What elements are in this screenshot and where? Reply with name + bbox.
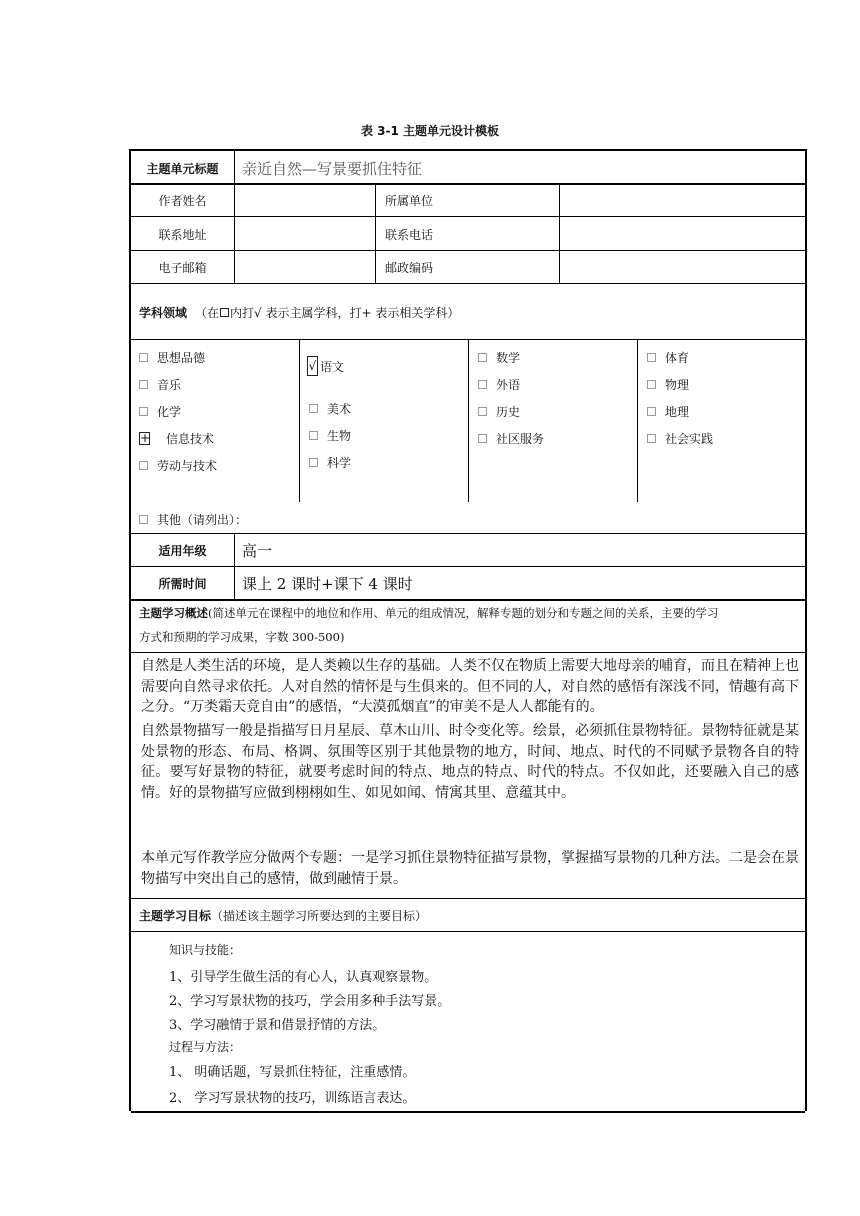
checkbox-icon [478, 407, 487, 416]
checkmark-icon: √ [307, 356, 318, 376]
subject-art[interactable]: 美术 [309, 400, 351, 417]
col-divider [559, 183, 560, 283]
subject-area-title [139, 285, 799, 339]
phone-label: 联系电话 [385, 227, 434, 242]
checkbox-icon [139, 380, 148, 389]
email-label: 电子邮箱 [158, 261, 207, 275]
phone-value [567, 218, 803, 250]
row-divider [131, 652, 805, 653]
col-divider [299, 339, 300, 502]
subject-geography[interactable]: 地理 [647, 403, 689, 420]
subject-ideology[interactable]: 思想品德 [139, 349, 205, 366]
overview-header [139, 601, 799, 649]
grade-value: 高一 [242, 541, 273, 560]
checkbox-icon [478, 380, 487, 389]
checkbox-icon [647, 407, 656, 416]
col-divider [375, 183, 376, 283]
subject-foreign-language[interactable]: 外语 [478, 376, 520, 393]
knowledge-title: 知识与技能： [169, 943, 242, 957]
author-value [241, 185, 371, 216]
subject-it[interactable]: + 信息技术 [140, 431, 215, 446]
col-divider [234, 151, 235, 283]
row-divider [131, 250, 805, 251]
checkbox-icon [139, 353, 148, 362]
subject-community-service[interactable]: 社区服务 [478, 430, 544, 447]
email-value [241, 252, 371, 283]
subject-other[interactable]: 其他（请列出）： [139, 511, 247, 528]
template-table [129, 149, 807, 1111]
overview-desc-cont: 方式和预期的学习成果，字数 300-500) [139, 630, 345, 644]
plus-check-icon: + [140, 431, 151, 445]
overview-paragraph: 自然是人类生活的环境，是人类赖以生存的基础。人类不仅在物质上需要大地母亲的哺育，而且在精神上也需要向自然寻求依托。人对自然的情怀是与生俱来的。但不同的人，对自然的感悟有深浅不同，情趣有高下之分。“万类霜天竞自由”的感悟，“大漠孤烟直”的审美不是人人都能有的。 [141, 658, 799, 715]
row-divider [131, 1111, 805, 1113]
col-divider [637, 339, 638, 502]
checkbox-icon [647, 353, 656, 362]
subject-social-practice[interactable]: 社会实践 [647, 430, 713, 447]
col-divider [468, 339, 469, 502]
process-item: 1、 明确话题，写景抓住特征，注重感情。 [169, 1065, 416, 1080]
subject-chemistry[interactable]: 化学 [139, 403, 181, 420]
row-divider [131, 283, 805, 284]
checkbox-icon [139, 515, 148, 524]
subject-chinese[interactable]: √ 语文 [307, 356, 344, 376]
col-divider [234, 533, 235, 599]
subject-labor[interactable]: 劳动与技术 [139, 457, 217, 474]
grade-label: 适用年级 [158, 543, 207, 558]
subject-area-note-pre: （在 [195, 305, 220, 320]
time-value: 课上 2 课时+课下 4 课时 [242, 574, 413, 593]
subject-biology[interactable]: 生物 [309, 427, 351, 444]
zip-label: 邮政编码 [385, 261, 434, 275]
overview-paragraph: 本单元写作教学应分做两个专题：一是学习抓住景物特征描写景物，掌握描写景物的几种方法。二是会在景物描写中突出自己的感情，做到融情于景。 [141, 850, 799, 887]
address-label: 联系地址 [158, 227, 207, 242]
goals-header [139, 899, 799, 931]
knowledge-item: 3、学习融情于景和借景抒情的方法。 [169, 1018, 386, 1033]
subject-math[interactable]: 数学 [478, 349, 520, 366]
goals-desc: （描述该主题学习所要达到的主要目标） [211, 908, 428, 923]
process-title: 过程与方法： [169, 1040, 242, 1054]
checkbox-icon [139, 407, 148, 416]
address-value [241, 218, 371, 250]
checkbox-icon [220, 308, 229, 317]
unit-value [567, 185, 803, 216]
unit-label: 所属单位 [385, 194, 434, 208]
checkbox-icon [309, 404, 318, 413]
checkbox-icon [478, 353, 487, 362]
checkbox-icon [647, 434, 656, 443]
subject-history[interactable]: 历史 [478, 403, 520, 420]
checkbox-icon [309, 458, 318, 467]
knowledge-item: 1、引导学生做生活的有心人，认真观察景物。 [169, 970, 438, 985]
subject-science[interactable]: 科学 [309, 454, 351, 471]
overview-desc: (简述单元在课程中的地位和作用、单元的组成情况，解释专题的划分和专题之间的关系，主要的学习 [208, 606, 719, 620]
checkbox-icon [309, 431, 318, 440]
process-item: 2、 学习写景状物的技巧，训练语言表达。 [169, 1091, 416, 1106]
overview-title: 主题学习概述 [139, 606, 208, 620]
zip-value [567, 252, 803, 283]
subject-pe[interactable]: 体育 [647, 349, 689, 366]
unit-title-label: 主题单元标题 [146, 161, 219, 176]
knowledge-item: 2、学习写景状物的技巧，学会用多种手法写景。 [169, 994, 451, 1009]
subject-physics[interactable]: 物理 [647, 376, 689, 393]
overview-paragraph: 自然景物描写一般是指描写日月星辰、草木山川、时令变化等。绘景，必须抓住景物特征。景物特征就是某处景物的形态、布局、格调、氛围等区别于其他景物的地方，时间、地点、时代的不同赋予景物各自的特征。要写好景物的特征，就要考虑时间的特点、地点的特点、时代的特点。不仅如此，还要融入自己的感情。好的景物描写应做到栩栩如生、如见如闻、情寓其里、意蕴其中。 [141, 723, 799, 801]
row-divider [131, 931, 805, 932]
subject-area-heading: 学科领域 [139, 305, 188, 320]
table-caption: 表 3-1 主题单元设计模板 [360, 124, 500, 138]
goals-title: 主题学习目标 [139, 908, 212, 923]
checkbox-icon [139, 461, 148, 470]
unit-title-value: 亲近自然—写景要抓住特征 [242, 159, 423, 178]
checkbox-icon [478, 434, 487, 443]
subject-area-note-post: 内打√ 表示主属学科，打+ 表示相关学科） [230, 305, 460, 320]
subject-music[interactable]: 音乐 [139, 376, 181, 393]
author-label: 作者姓名 [158, 194, 207, 208]
time-label: 所需时间 [158, 576, 207, 591]
checkbox-icon [647, 380, 656, 389]
row-divider [131, 216, 805, 217]
